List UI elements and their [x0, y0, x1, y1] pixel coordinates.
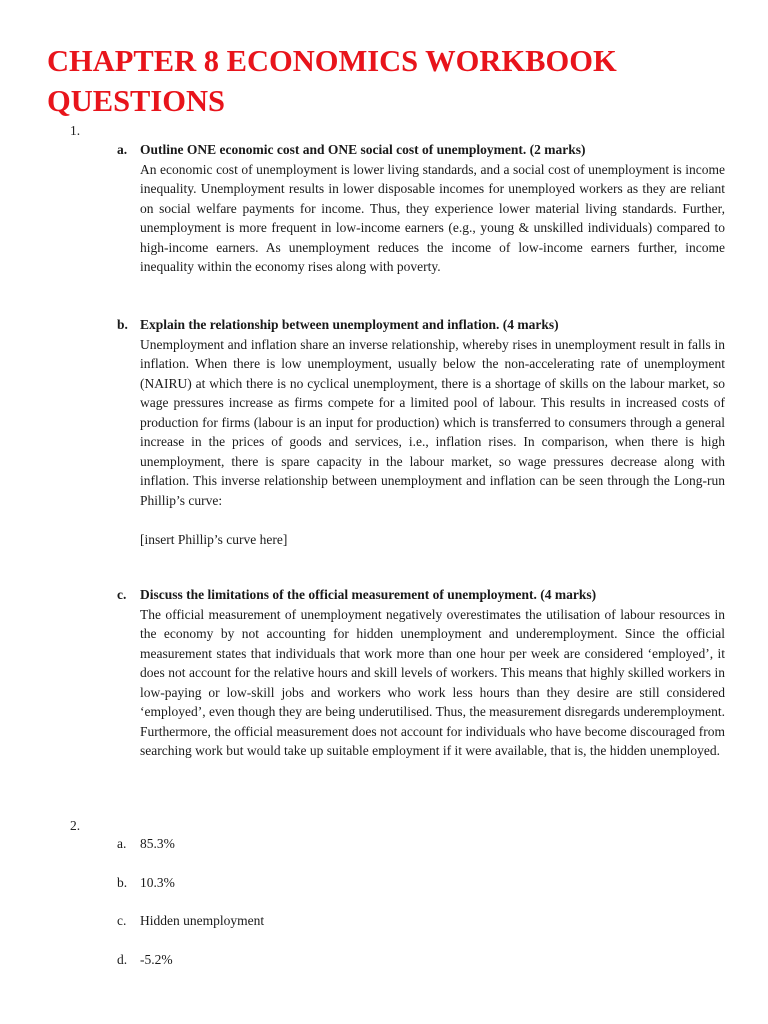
answer-letter: d. — [117, 952, 128, 967]
answer-letter: c. — [117, 913, 127, 928]
answer-text: The official measurement of unemployment negatively overestimates the utilisation of labour resources in the economy by not accounting for hidden unemployment and underemployment. Since the official measurement states that individuals that work more than one hour per week are considered ‘employed’, it does not account for the relative hours and skill levels of workers. This means that highly skilled workers in low-paying or low-skill jobs and workers who work less hours than they desire are still considered ‘employed’, even though they are being underutilised. Thus, the measurement disregards underemployment. Furthermore, the official measurement does not account for individuals who have become discouraged from searching work but would take up suitable employment if it were available, that is, the hidden unemployed. — [140, 606, 725, 758]
question-heading: Discuss the limitations of the official measurement of unemployment. (4 marks) — [140, 587, 597, 602]
answer-value: Hidden unemployment — [140, 913, 265, 928]
page-title: CHAPTER 8 ECONOMICS WORKBOOK QUESTIONS — [47, 44, 617, 118]
answer-letter: b. — [117, 875, 128, 890]
question-letter: a. — [117, 142, 128, 157]
question-number-1: 1. — [70, 123, 81, 138]
question-1a — [117, 140, 737, 277]
answer-value: 10.3% — [140, 875, 175, 890]
answer-text: Unemployment and inflation share an inverse relationship, whereby rises in unemployment result in falls in inflation. When there is low unemployment, usually below the non-accelerating rate of unemployment (NAIRU) at which there is no cyclical unemployment, there is a shortage of skills on the labour market, so wage pressures increase as firms compete for a limited pool of labour. This results in increased costs of production for firms (labour is an input for production) which is transferred to consumers through a general increase in the prices of goods and services, i.e., inflation rises. In comparison, when there is high unemployment, there is spare capacity in the labour market, so wage pressures decrease along with inflation. This inverse relationship between unemployment and inflation can be seen through the Long-run Phillip’s curve: — [140, 336, 725, 508]
insert-placeholder: [insert Phillip’s curve here] — [140, 531, 288, 547]
question-letter: c. — [117, 587, 127, 602]
answer-item — [117, 911, 264, 931]
question-number-2: 2. — [70, 818, 81, 833]
answer-text: An economic cost of unemployment is lower living standards, and a social cost of unemployment is income inequality. Unemployment results in lower disposable incomes for unemployed workers as they are reliant on social welfare payments for income. Thus, they experience lower material living standards. Further, unemployment is more frequent in low-income earners (e.g., young & unskilled individuals) compared to high-income earners. As unemployment reduces the income of low-income earners further, income inequality within the economy rises along with poverty. — [140, 161, 725, 274]
question-heading: Outline ONE economic cost and ONE social cost of unemployment. (2 marks) — [140, 142, 586, 157]
answer-item — [117, 950, 173, 970]
answer-value: 85.3% — [140, 836, 175, 851]
question-heading: Explain the relationship between unemployment and inflation. (4 marks) — [140, 317, 559, 332]
answer-item — [117, 834, 175, 854]
question-letter: b. — [117, 317, 128, 332]
answer-item — [117, 873, 175, 893]
question-1b — [117, 315, 737, 549]
answer-value: -5.2% — [140, 952, 173, 967]
question-1c — [117, 585, 737, 761]
answer-letter: a. — [117, 836, 127, 851]
